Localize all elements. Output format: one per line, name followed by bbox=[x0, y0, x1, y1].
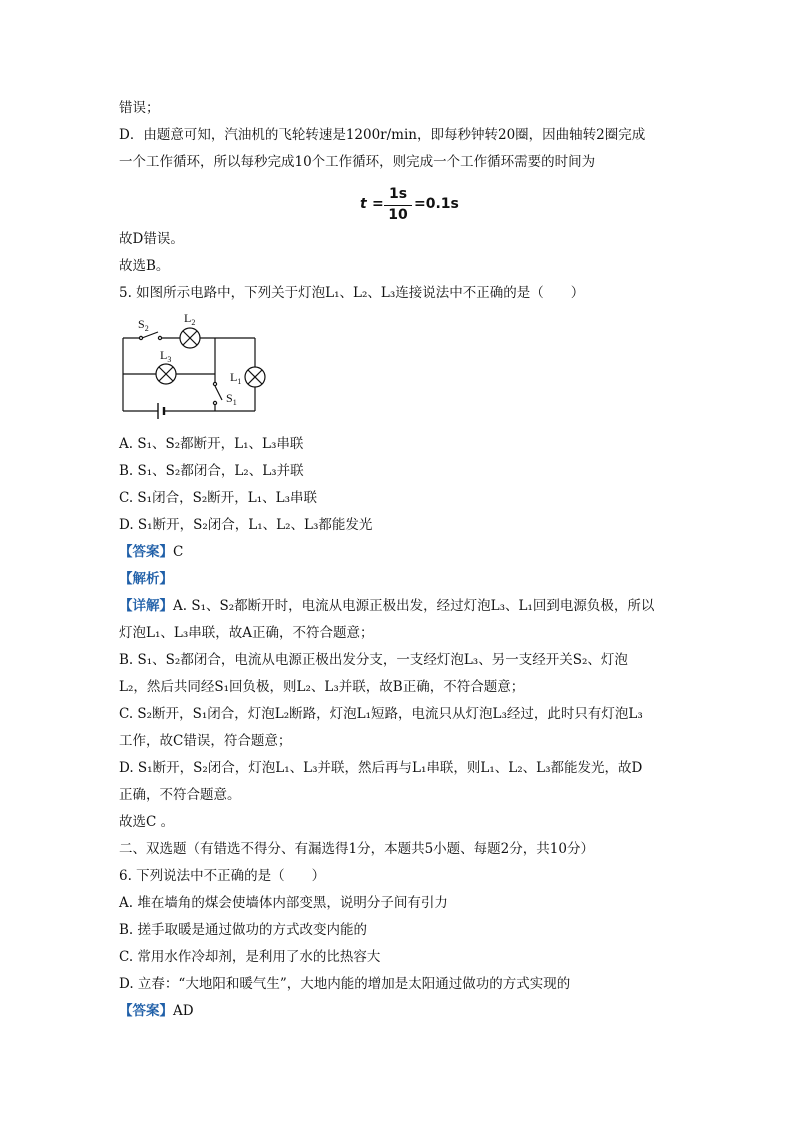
switch-s1-label: $S_1$ bbox=[226, 391, 237, 407]
option-a: A. 堆在墙角的煤会使墙体内部变黑，说明分子间有引力 bbox=[119, 895, 448, 911]
time-formula bbox=[360, 186, 459, 223]
answer-label: 【答案】 bbox=[119, 1003, 173, 1019]
formula-variable: t bbox=[360, 196, 367, 212]
answer-value: AD bbox=[173, 1003, 194, 1019]
bulb-l2-label: $L_2$ bbox=[184, 311, 196, 327]
answer-line bbox=[119, 543, 183, 561]
analysis-label: 【解析】 bbox=[119, 571, 173, 587]
formula-result: =0.1s bbox=[414, 196, 459, 212]
text-line: D．由题意可知，汽油机的飞轮转速是1200r/min，即每秒钟转20圈，因曲轴转2圈完成 bbox=[119, 127, 646, 143]
formula-numerator: 1s bbox=[388, 186, 408, 202]
circuit-diagram bbox=[118, 308, 278, 420]
text-line: B. S₁、S₂都闭合，电流从电源正极出发分支，一支经灯泡L₃、另一支经开关S₂、灯泡 bbox=[119, 652, 628, 668]
option-a: A. S₁、S₂都断开，L₁、L₃串联 bbox=[119, 436, 304, 452]
option-b: B. 搓手取暖是通过做功的方式改变内能的 bbox=[119, 922, 368, 938]
option-c: C. S₁闭合，S₂断开，L₁、L₃串联 bbox=[119, 490, 318, 506]
option-b: B. S₁、S₂都闭合，L₂、L₃并联 bbox=[119, 463, 304, 479]
text-line: D. S₁断开，S₂闭合，灯泡L₁、L₃并联，然后再与L₁串联，则L₁、L₂、L₃都能发光，故D bbox=[119, 760, 643, 776]
text-line: 错误； bbox=[119, 100, 160, 116]
text-line: 故D错误。 bbox=[119, 231, 184, 247]
text-line: 故选C 。 bbox=[119, 814, 175, 830]
text-line: 正确，不符合题意。 bbox=[119, 787, 241, 803]
option-d: D. S₁断开，S₂闭合，L₁、L₂、L₃都能发光 bbox=[119, 517, 373, 533]
text-line: L₂，然后共同经S₁回负极，则L₂、L₃并联，故B正确，不符合题意； bbox=[119, 679, 525, 695]
formula-denominator: 10 bbox=[388, 207, 408, 223]
section-heading: 二、双选题（有错选不得分、有漏选得1分，本题共5小题、每题2分，共10分） bbox=[119, 841, 594, 857]
detail-label: 【详解】 bbox=[119, 598, 173, 614]
question-6: 6. 下列说法中不正确的是（ ） bbox=[119, 868, 326, 884]
answer-value: C bbox=[173, 544, 184, 560]
detail-line: 【详解】A. S₁、S₂都断开时，电流从电源正极出发，经过灯泡L₃、L₁回到电源负极，所以 bbox=[119, 598, 655, 614]
option-c: C. 常用水作冷却剂，是利用了水的比热容大 bbox=[119, 949, 381, 965]
text-line: 一个工作循环，所以每秒完成10个工作循环，则完成一个工作循环需要的时间为 bbox=[119, 154, 596, 170]
bulb-l1-label: $L_1$ bbox=[230, 370, 242, 386]
bulb-l3-label: $L_3$ bbox=[160, 348, 172, 364]
answer-line bbox=[119, 1002, 194, 1020]
text-line: 故选B。 bbox=[119, 258, 170, 274]
switch-s2-label: $S_2$ bbox=[138, 317, 149, 333]
text-line: 工作，故C错误，符合题意； bbox=[119, 733, 292, 749]
formula-equals: = bbox=[372, 196, 384, 212]
question-5: 5. 如图所示电路中，下列关于灯泡L₁、L₂、L₃连接说法中不正确的是（ ） bbox=[119, 285, 585, 301]
text-line: C. S₂断开，S₁闭合，灯泡L₂断路，灯泡L₁短路，电流只从灯泡L₃经过，此时只有灯泡L₃ bbox=[119, 706, 643, 722]
option-d: D. 立春：“大地阳和暖气生”，大地内能的增加是太阳通过做功的方式实现的 bbox=[119, 976, 571, 992]
text-line: 灯泡L₁、L₃串联，故A正确，不符合题意； bbox=[119, 625, 374, 641]
answer-label: 【答案】 bbox=[119, 544, 173, 560]
